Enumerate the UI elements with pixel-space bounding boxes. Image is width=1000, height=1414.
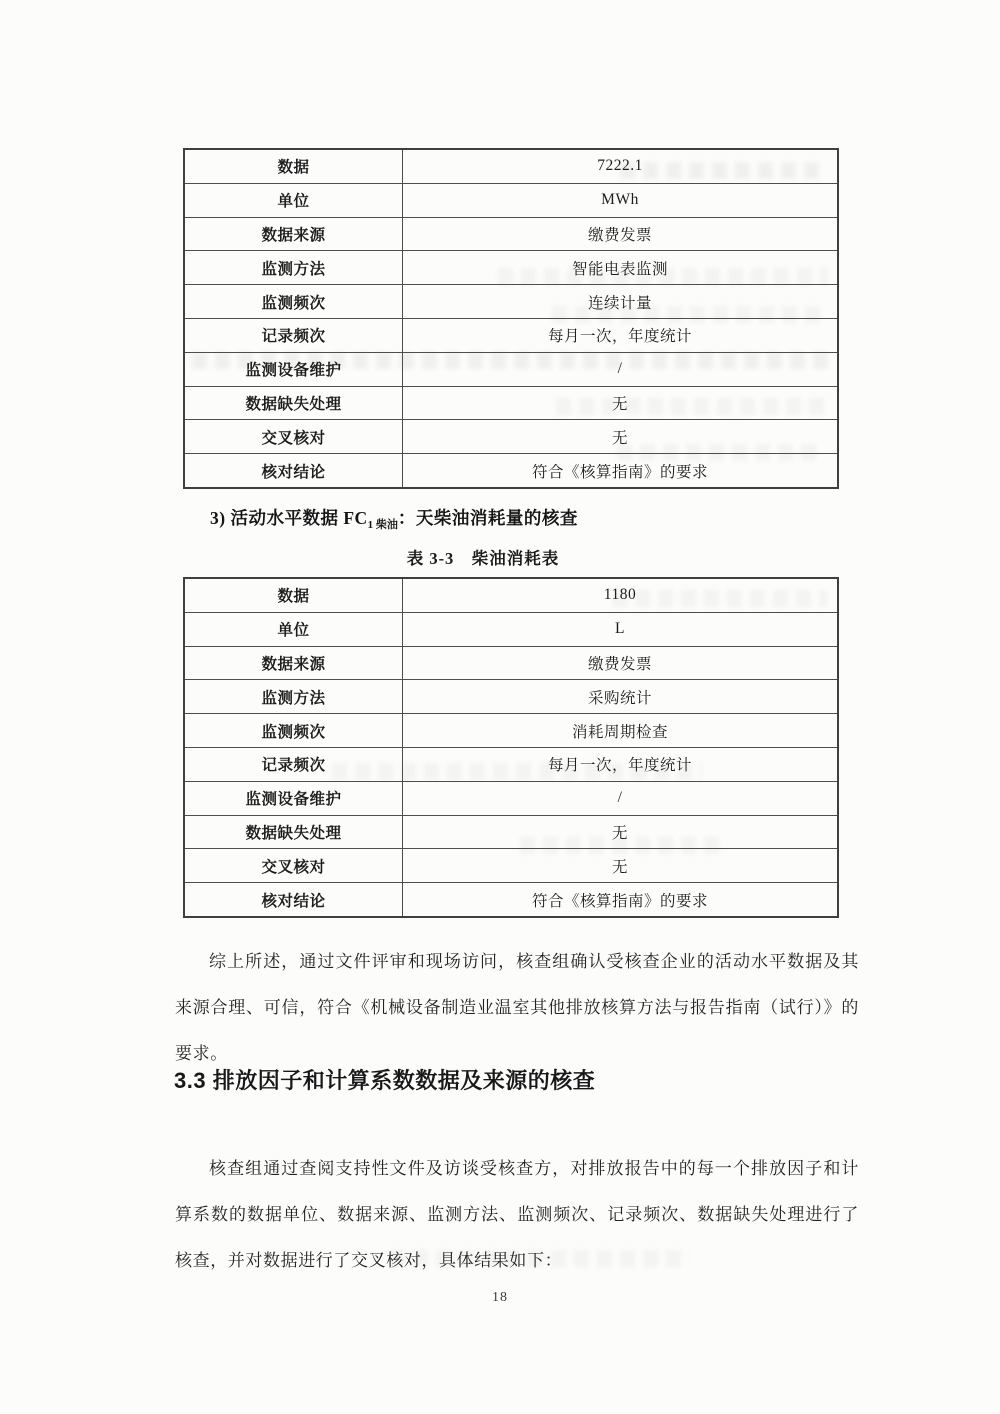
row-value: 1180 [403, 578, 839, 612]
row-monitoring-frequency [184, 285, 838, 319]
row-cross-check [184, 420, 838, 454]
row-monitoring-method [184, 251, 838, 285]
row-label: 监测频次 [184, 714, 403, 748]
activity-data-heading [210, 505, 578, 532]
row-value: L [403, 612, 839, 646]
row-value: 7222.1 [403, 149, 839, 183]
row-value: / [403, 781, 839, 815]
row-value: 无 [403, 420, 839, 454]
row-unit [184, 612, 838, 646]
row-value: MWh [403, 183, 839, 217]
page-number: 18 [492, 1290, 508, 1305]
row-data-source [184, 217, 838, 251]
row-label: 记录频次 [184, 747, 403, 781]
row-missing-data-handling [184, 386, 838, 420]
summary-paragraph: 综上所述，通过文件评审和现场访问，核查组确认受核查企业的活动水平数据及其来源合理、可信，符合《机械设备制造业温室其他排放核算方法与报告指南（试行）》的要求。 [175, 952, 859, 1063]
row-equipment-maintenance [184, 352, 838, 386]
row-missing-data-handling [184, 815, 838, 849]
row-equipment-maintenance [184, 781, 838, 815]
row-label: 单位 [184, 612, 403, 646]
row-label: 监测方法 [184, 680, 403, 714]
row-value: / [403, 352, 839, 386]
row-value: 无 [403, 386, 839, 420]
row-label: 交叉核对 [184, 849, 403, 883]
row-value: 缴费发票 [403, 646, 839, 680]
diesel-consumption-table [183, 577, 839, 918]
row-recording-frequency [184, 747, 838, 781]
row-value: 智能电表监测 [403, 251, 839, 285]
row-conclusion [184, 883, 838, 917]
row-conclusion [184, 454, 838, 488]
heading-subscript: 1 柴油 [367, 519, 398, 531]
row-value: 采购统计 [403, 680, 839, 714]
heading-suffix: ：天柴油消耗量的核查 [397, 508, 578, 528]
row-label: 记录频次 [184, 318, 403, 352]
row-value: 每月一次，年度统计 [403, 318, 839, 352]
row-label: 数据 [184, 149, 403, 183]
row-value: 无 [403, 849, 839, 883]
row-data [184, 578, 838, 612]
row-label: 交叉核对 [184, 420, 403, 454]
row-label: 监测方法 [184, 251, 403, 285]
row-value: 连续计量 [403, 285, 839, 319]
row-data-source [184, 646, 838, 680]
table-caption: 表 3-3 柴油消耗表 [406, 549, 560, 568]
heading-prefix: 3) 活动水平数据 FC [210, 508, 368, 528]
row-value: 缴费发票 [403, 217, 839, 251]
row-label: 数据来源 [184, 217, 403, 251]
row-value: 符合《核算指南》的要求 [403, 454, 839, 488]
section-3-3-paragraph: 核查组通过查阅支持性文件及访谈受核查方，对排放报告中的每一个排放因子和计算系数的数据单位、数据来源、监测方法、监测频次、记录频次、数据缺失处理进行了核查，并对数据进行了交叉核对，具体结果如下： [175, 1159, 859, 1270]
row-label: 核对结论 [184, 883, 403, 917]
row-value: 每月一次，年度统计 [403, 747, 839, 781]
row-unit [184, 183, 838, 217]
section-3-3-heading: 3.3 排放因子和计算系数数据及来源的核查 [174, 1068, 596, 1093]
row-label: 数据缺失处理 [184, 815, 403, 849]
row-label: 数据 [184, 578, 403, 612]
row-label: 数据来源 [184, 646, 403, 680]
row-recording-frequency [184, 318, 838, 352]
row-cross-check [184, 849, 838, 883]
row-value: 消耗周期检查 [403, 714, 839, 748]
row-value: 符合《核算指南》的要求 [403, 883, 839, 917]
row-label: 单位 [184, 183, 403, 217]
row-label: 数据缺失处理 [184, 386, 403, 420]
row-data [184, 149, 838, 183]
row-monitoring-frequency [184, 714, 838, 748]
electricity-verification-table [183, 148, 839, 489]
row-label: 监测设备维护 [184, 781, 403, 815]
row-label: 监测频次 [184, 285, 403, 319]
row-label: 核对结论 [184, 454, 403, 488]
row-value: 无 [403, 815, 839, 849]
row-monitoring-method [184, 680, 838, 714]
row-label: 监测设备维护 [184, 352, 403, 386]
